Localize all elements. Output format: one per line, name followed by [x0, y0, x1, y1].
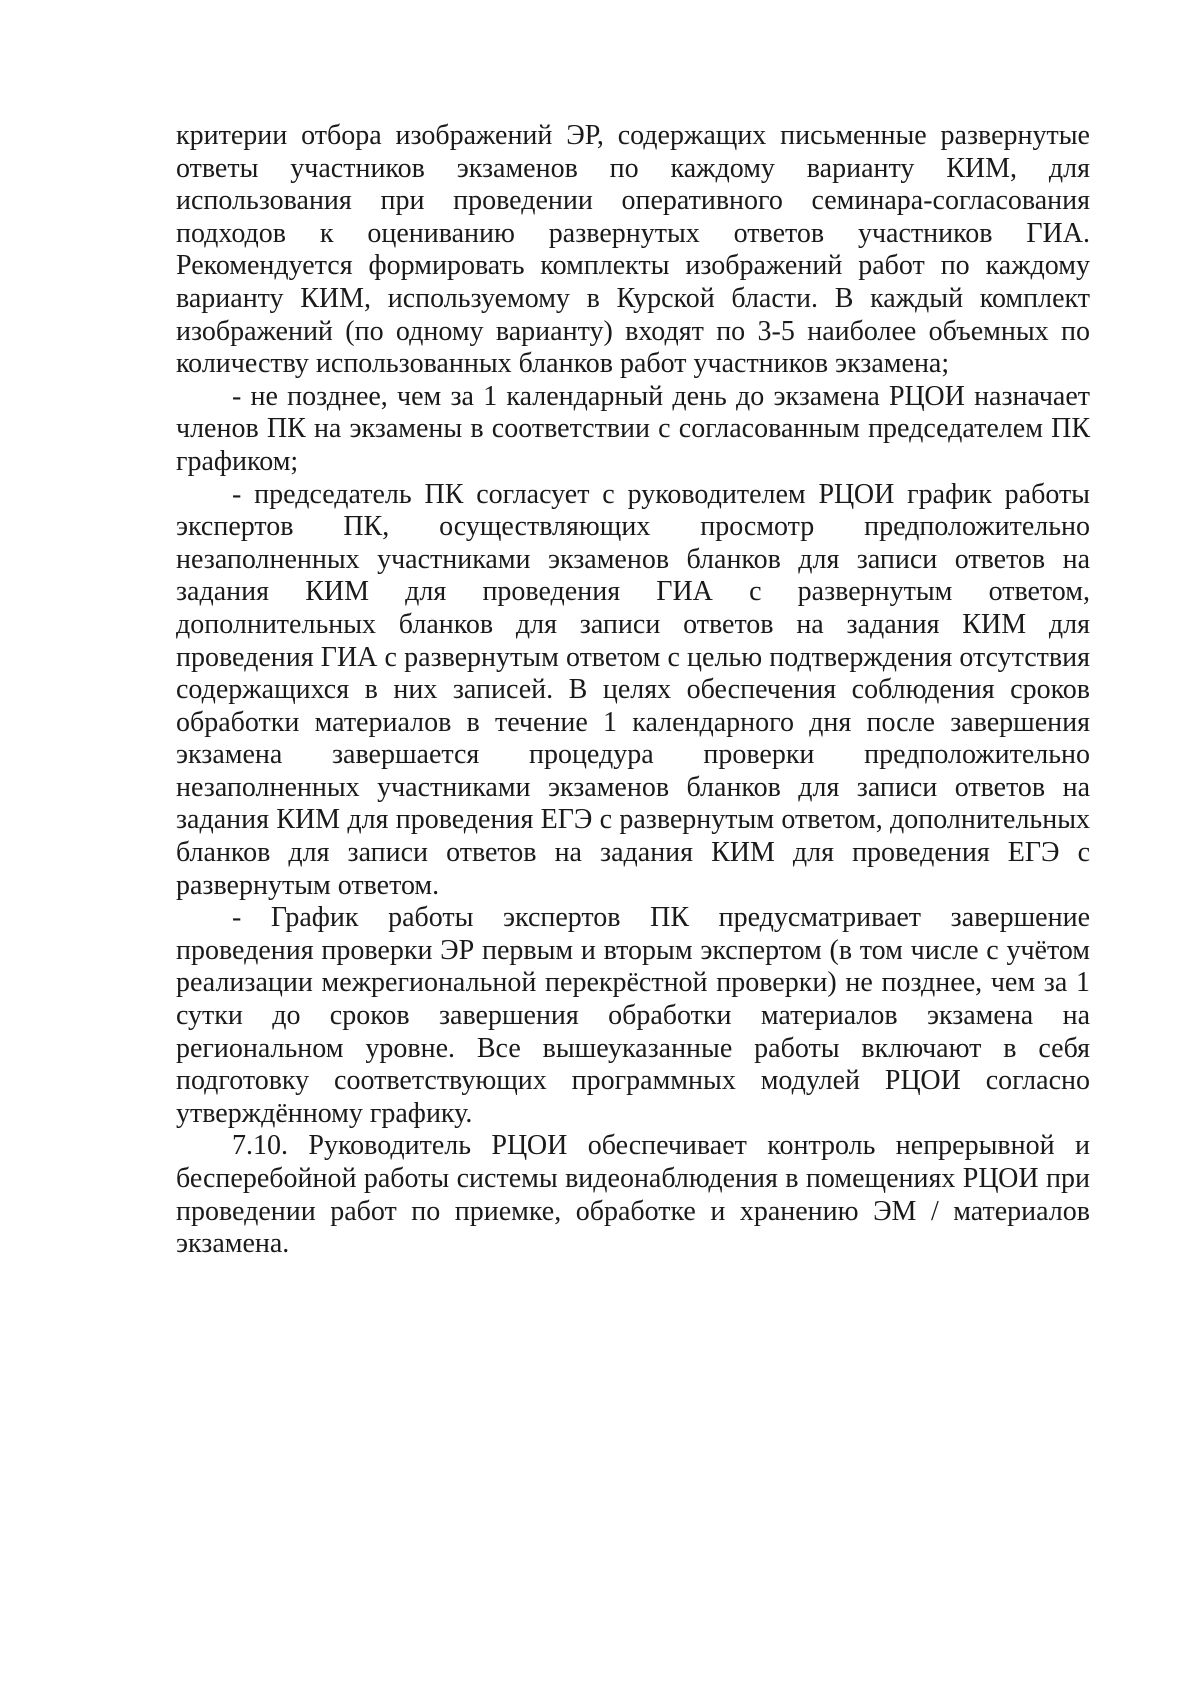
paragraph-expert-schedule: - График работы экспертов ПК предусматривает завершение проведения проверки ЭР первым и вторым экспертом (в том числе с учётом реализации межрегиональной перекрёстной проверки) не позднее, чем за 1 сутки до сроков завершения обработки материалов экзамена на региональном уровне. Все вышеуказанные работы включают в себя подготовку соответствующих программных модулей РЦОИ согласно утверждённому графику.: [176, 902, 1090, 1129]
paragraph-chair-schedule: - председатель ПК согласует с руководителем РЦОИ график работы экспертов ПК, осуществляющих просмотр предположительно незаполненных участниками экзаменов бланков для записи ответов на задания КИМ для проведения ГИА с развернутым ответом, дополнительных бланков для записи ответов на задания КИМ для проведения ГИА с развернутым ответом с целью подтверждения отсутствия содержащихся в них записей. В целях обеспечения соблюдения сроков обработки материалов в течение 1 календарного дня после завершения экзамена завершается процедура проверки предположительно незаполненных участниками экзаменов бланков для записи ответов на задания КИМ для проведения ЕГЭ с развернутым ответом, дополнительных бланков для записи ответов на задания КИМ для проведения ЕГЭ с развернутым ответом.: [176, 478, 1090, 901]
paragraph-selection-criteria: критерии отбора изображений ЭР, содержащих письменные развернутые ответы участников экзаменов по каждому варианту КИМ, для использования при проведении оперативного семинара-согласования подходов к оцениванию развернутых ответов участников ГИА. Рекомендуется формировать комплекты изображений работ по каждому варианту КИМ, используемому в Курской бласти. В каждый комплект изображений (по одному варианту) входят по 3-5 наиболее объемных по количеству использованных бланков работ участников экзамена;: [176, 120, 1090, 380]
document-body: [176, 120, 1090, 1261]
paragraph-7-10: 7.10. Руководитель РЦОИ обеспечивает контроль непрерывной и бесперебойной работы системы видеонаблюдения в помещениях РЦОИ при проведении работ по приемке, обработке и хранению ЭМ / материалов экзамена.: [176, 1130, 1090, 1260]
paragraph-expert-assignment: - не позднее, чем за 1 календарный день до экзамена РЦОИ назначает членов ПК на экзамены в соответствии с согласованным председателем ПК графиком;: [176, 380, 1090, 477]
